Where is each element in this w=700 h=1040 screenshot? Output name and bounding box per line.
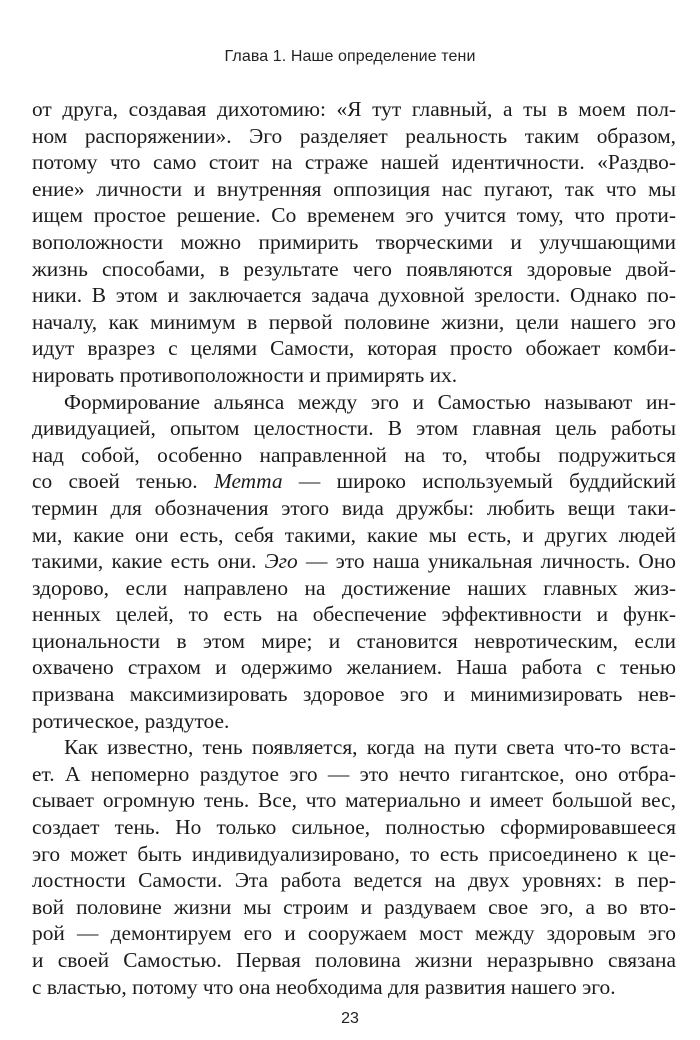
text-run: — это наша уникальная личность. Оно bbox=[297, 549, 677, 574]
text-line bbox=[32, 282, 676, 309]
paragraph bbox=[32, 734, 676, 1000]
text-run: ротическое, раздутое. bbox=[32, 708, 230, 733]
text-line bbox=[32, 522, 676, 549]
text-run: рой — демонтируем его и сооружаем мост между здоровым эго bbox=[32, 921, 676, 946]
text-line bbox=[32, 389, 676, 416]
text-run: лостности Самости. Эта работа ведется на двух уровнях: в пер- bbox=[32, 868, 676, 893]
text-line bbox=[32, 335, 676, 362]
text-run: термин для обозначения этого вида дружбы: любить вещи таки- bbox=[32, 495, 676, 520]
text-run: ищем простое решение. Со временем эго учится тому, что проти- bbox=[32, 203, 676, 228]
text-line bbox=[32, 787, 676, 814]
text-line bbox=[32, 708, 676, 735]
text-run: такими, какие есть они. bbox=[32, 549, 265, 574]
text-run: здорово, если направлено на достижение наших главных жиз- bbox=[32, 575, 676, 600]
text-line bbox=[32, 894, 676, 921]
text-line bbox=[32, 920, 676, 947]
text-line bbox=[32, 841, 676, 868]
text-run: Формирование альянса между эго и Самостью называют ин- bbox=[64, 389, 676, 414]
text-line bbox=[32, 761, 676, 788]
page-number: 23 bbox=[341, 1010, 359, 1027]
text-line bbox=[32, 867, 676, 894]
text-line bbox=[32, 628, 676, 655]
text-run: со своей тенью. bbox=[32, 469, 214, 494]
text-line bbox=[32, 548, 676, 575]
text-line bbox=[32, 96, 676, 123]
text-run: Как известно, тень появляется, когда на пути света что-то вста- bbox=[64, 735, 676, 760]
text-line bbox=[32, 229, 676, 256]
text-line bbox=[32, 681, 676, 708]
text-run: создает тень. Но только сильное, полностью сформировавшееся bbox=[32, 815, 676, 840]
body-text bbox=[32, 96, 676, 1000]
text-run: ники. В этом и заключается задача духовной зрелости. Однако по- bbox=[32, 283, 676, 308]
text-line bbox=[32, 256, 676, 283]
text-run: охвачено страхом и одержимо желанием. Наша работа с тенью bbox=[32, 655, 676, 680]
text-line bbox=[32, 468, 676, 495]
text-run: ном распоряжении». Эго разделяет реальность таким образом, bbox=[32, 123, 676, 148]
text-line bbox=[32, 734, 676, 761]
text-line bbox=[32, 362, 676, 389]
text-line bbox=[32, 149, 676, 176]
paragraph bbox=[32, 389, 676, 735]
text-line bbox=[32, 176, 676, 203]
text-line bbox=[32, 654, 676, 681]
text-run: и своей Самостью. Первая половина жизни неразрывно связана bbox=[32, 948, 676, 972]
text-line bbox=[32, 415, 676, 442]
text-run: потому что само стоит на страже нашей идентичности. «Раздво- bbox=[32, 150, 676, 175]
text-run: сывает огромную тень. Все, что материально и имеет большой вес, bbox=[32, 788, 676, 813]
text-run: с властью, потому что она необходима для развития нашего эго. bbox=[32, 974, 616, 999]
text-run: жизнь способами, в результате чего появляются здоровые двой- bbox=[32, 256, 676, 281]
text-run: нировать противоположности и примирять их. bbox=[32, 362, 458, 387]
text-line bbox=[32, 947, 676, 974]
text-run: от друга, создавая дихотомию: «Я тут главный, а ты в моем пол- bbox=[32, 97, 676, 121]
text-line bbox=[32, 309, 676, 336]
text-run: воположности можно примирить творческими и улучшающими bbox=[32, 229, 676, 254]
italic-term: Эго bbox=[264, 549, 298, 574]
italic-term: Метта bbox=[213, 469, 283, 494]
text-line bbox=[32, 601, 676, 628]
text-line bbox=[32, 974, 676, 1001]
text-run: ет. А непомерно раздутое эго — это нечто гигантское, оно отбра- bbox=[32, 761, 676, 786]
running-head: Глава 1. Наше определение тени bbox=[224, 48, 476, 65]
text-line bbox=[32, 123, 676, 150]
text-run: ми, какие они есть, себя такими, какие мы есть, и других людей bbox=[32, 522, 676, 547]
text-run: ненных целей, то есть на обеспечение эффективности и функ- bbox=[32, 602, 676, 627]
text-line bbox=[32, 442, 676, 469]
text-run: циональности в этом мире; и становится невротическим, если bbox=[32, 628, 676, 653]
text-run: призвана максимизировать здоровое эго и минимизировать нев- bbox=[32, 682, 676, 707]
text-run: ение» личности и внутренняя оппозиция нас пугают, так что мы bbox=[32, 176, 676, 201]
text-run: началу, как минимум в первой половине жизни, цели нашего эго bbox=[32, 309, 676, 334]
text-line bbox=[32, 575, 676, 602]
text-line bbox=[32, 202, 676, 229]
text-run: дивидуацией, опытом целостности. В этом главная цель работы bbox=[32, 416, 676, 441]
text-run: эго может быть индивидуализировано, то есть присоединено к це- bbox=[32, 841, 676, 866]
paragraph bbox=[32, 96, 676, 389]
text-run: — широко используемый буддийский bbox=[282, 469, 676, 494]
text-line bbox=[32, 495, 676, 522]
text-run: идут вразрез с целями Самости, которая просто обожает комби- bbox=[32, 336, 676, 361]
text-run: вой половине жизни мы строим и раздуваем свое эго, а во вто- bbox=[32, 894, 676, 919]
text-line bbox=[32, 814, 676, 841]
text-run: над собой, особенно направленной на то, чтобы подружиться bbox=[32, 442, 676, 467]
